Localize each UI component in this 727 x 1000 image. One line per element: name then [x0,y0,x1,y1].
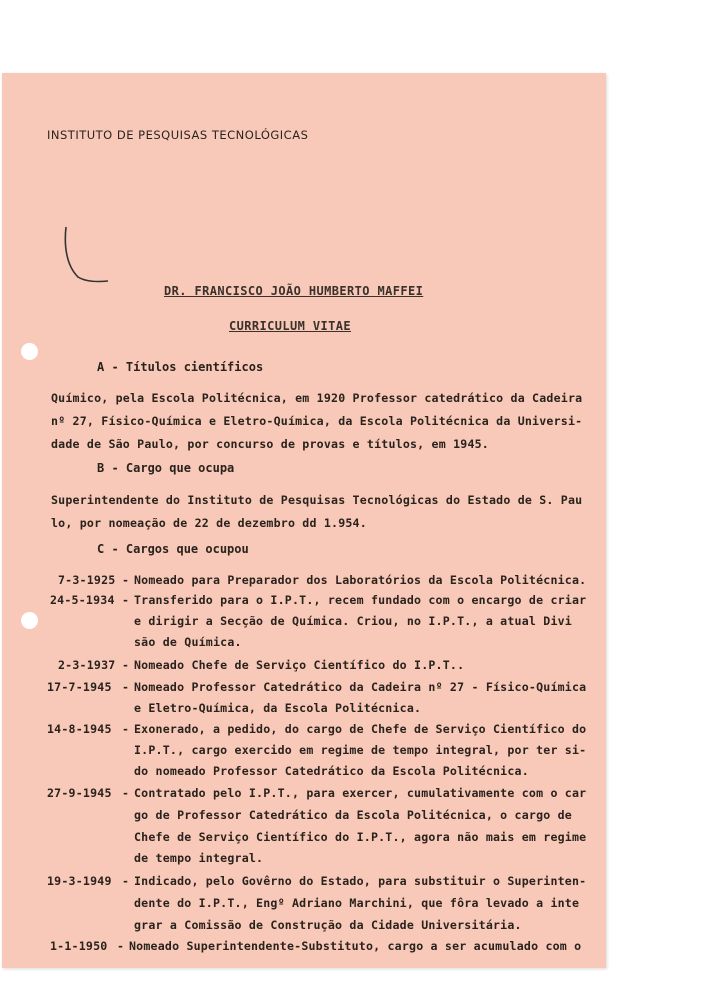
entry-line: dente do I.P.T., Engº Adriano Marchini, que fôra levado a inte [134,896,580,910]
entry-dash: - [122,680,130,694]
entry-date: 7-3-1925 [58,573,116,587]
entry-date: 19-3-1949 [47,874,112,888]
section-heading: B - Cargo que ocupa [97,461,235,475]
entry-line: I.P.T., cargo exercido em regime de tempo integral, por ter si- [134,743,587,757]
punch-hole [21,612,38,629]
entry-dash: - [122,573,130,587]
entry-line: e Eletro-Química, da Escola Politécnica. [134,701,422,715]
entry-line: Exonerado, a pedido, do cargo de Chefe de Serviço Científico do [134,722,587,736]
entry-line: e dirigir a Secção de Química. Criou, no I.P.T., a atual Divi [134,614,572,628]
document-subtitle: CURRICULUM VITAE [229,319,351,333]
entry-date: 14-8-1945 [47,722,112,736]
punch-hole [21,343,38,360]
entry-line: do nomeado Professor Catedrático da Escola Politécnica. [134,764,529,778]
entry-date: 27-9-1945 [47,786,112,800]
entry-line: Nomeado Chefe de Serviço Científico do I.P.T.. [134,658,465,672]
entry-date: 17-7-1945 [47,680,112,694]
entry-line: de tempo integral. [134,851,264,865]
entry-dash: - [122,658,130,672]
paragraph-line: dade de São Paulo, por concurso de provas e títulos, em 1945. [51,437,489,451]
institution-letterhead: INSTITUTO DE PESQUISAS TECNOLÓGICAS [47,128,309,142]
entry-line: Contratado pelo I.P.T., para exercer, cumulativamente com o car [134,786,587,800]
paragraph-line: nº 27, Físico-Química e Eletro-Química, da Escola Politécnica da Universi- [51,414,583,428]
entry-line: Nomeado Professor Catedrático da Cadeira nº 27 - Físico-Química [134,680,587,694]
section-heading: A - Títulos científicos [97,360,264,374]
paragraph-line: lo, por nomeação de 22 de dezembro dd 1.954. [51,516,367,530]
entry-line: Nomeado para Preparador dos Laboratórios da Escola Politécnica. [134,573,587,587]
document-name: DR. FRANCISCO JOÃO HUMBERTO MAFFEI [164,284,424,298]
entry-date: 2-3-1937 [58,658,116,672]
entry-dash: - [122,593,130,607]
entry-line: Nomeado Superintendente-Substituto, cargo a ser acumulado com o [129,939,582,953]
paragraph-line: Químico, pela Escola Politécnica, em 1920 Professor catedrático da Cadeira [51,391,583,405]
entry-line: Chefe de Serviço Científico do I.P.T., agora não mais em regime [134,830,587,844]
entry-line: Transferido para o I.P.T., recem fundado com o encargo de criar [134,593,587,607]
pencil-mark [60,225,110,285]
entry-line: são de Química. [134,635,242,649]
entry-line: grar a Comissão de Construção da Cidade Universitária. [134,918,522,932]
entry-dash: - [122,722,130,736]
paragraph-line: Superintendente do Instituto de Pesquisas Tecnológicas do Estado de S. Pau [51,493,583,507]
entry-dash: - [117,939,125,953]
entry-line: Indicado, pelo Govêrno do Estado, para substituir o Superinten- [134,874,587,888]
entry-line: go de Professor Catedrático da Escola Politécnica, o cargo de [134,808,572,822]
entry-date: 24-5-1934 [50,593,115,607]
entry-date: 1-1-1950 [50,939,108,953]
entry-dash: - [122,874,130,888]
section-heading: C - Cargos que ocupou [97,542,249,556]
entry-dash: - [122,786,130,800]
